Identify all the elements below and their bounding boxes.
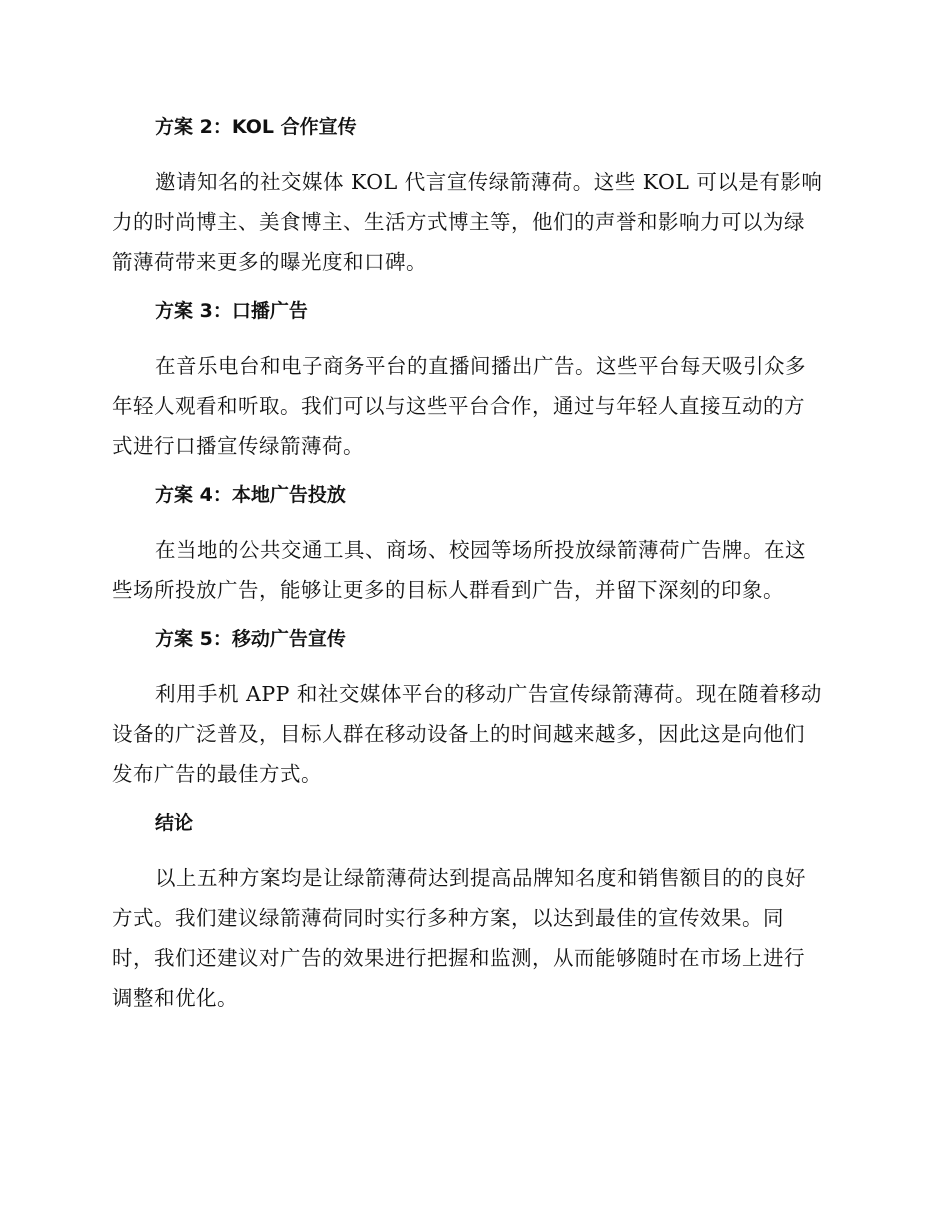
section-heading-plan-4: 方案 4：本地广告投放 <box>155 484 346 506</box>
section-paragraph-conclusion <box>112 858 832 1018</box>
paragraph-line: 邀请知名的社交媒体 KOL 代言宣传绿箭薄荷。这些 KOL 可以是有影响 <box>155 170 823 194</box>
paragraph-line: 力的时尚博主、美食博主、生活方式博主等，他们的声誉和影响力可以为绿 <box>112 210 805 234</box>
paragraph-line: 在当地的公共交通工具、商场、校园等场所投放绿箭薄荷广告牌。在这 <box>155 538 806 562</box>
section-heading-plan-2: 方案 2：KOL 合作宣传 <box>155 116 357 138</box>
paragraph-line: 发布广告的最佳方式。 <box>112 762 322 786</box>
paragraph-line: 式进行口播宣传绿箭薄荷。 <box>112 434 364 458</box>
paragraph-line: 在音乐电台和电子商务平台的直播间播出广告。这些平台每天吸引众多 <box>155 354 806 378</box>
paragraph-line: 方式。我们建议绿箭薄荷同时实行多种方案，以达到最佳的宣传效果。同 <box>112 906 784 930</box>
document-page <box>112 110 832 1030</box>
paragraph-line: 些场所投放广告，能够让更多的目标人群看到广告，并留下深刻的印象。 <box>112 578 784 602</box>
section-paragraph-plan-3 <box>112 346 832 466</box>
section-paragraph-plan-5 <box>112 674 832 794</box>
section-heading-conclusion: 结论 <box>155 812 194 834</box>
section-paragraph-plan-4 <box>112 530 832 610</box>
paragraph-line: 时，我们还建议对广告的效果进行把握和监测，从而能够随时在市场上进行 <box>112 946 805 970</box>
section-heading-plan-3: 方案 3：口播广告 <box>155 300 308 322</box>
paragraph-line: 年轻人观看和听取。我们可以与这些平台合作，通过与年轻人直接互动的方 <box>112 394 805 418</box>
paragraph-line: 以上五种方案均是让绿箭薄荷达到提高品牌知名度和销售额目的的良好 <box>155 866 806 890</box>
paragraph-line: 利用手机 APP 和社交媒体平台的移动广告宣传绿箭薄荷。现在随着移动 <box>155 682 822 706</box>
paragraph-line: 调整和优化。 <box>112 986 238 1010</box>
section-paragraph-plan-2 <box>112 162 832 282</box>
section-heading-plan-5: 方案 5：移动广告宣传 <box>155 628 346 650</box>
paragraph-line: 箭薄荷带来更多的曝光度和口碑。 <box>112 250 427 274</box>
paragraph-line: 设备的广泛普及，目标人群在移动设备上的时间越来越多，因此这是向他们 <box>112 722 805 746</box>
